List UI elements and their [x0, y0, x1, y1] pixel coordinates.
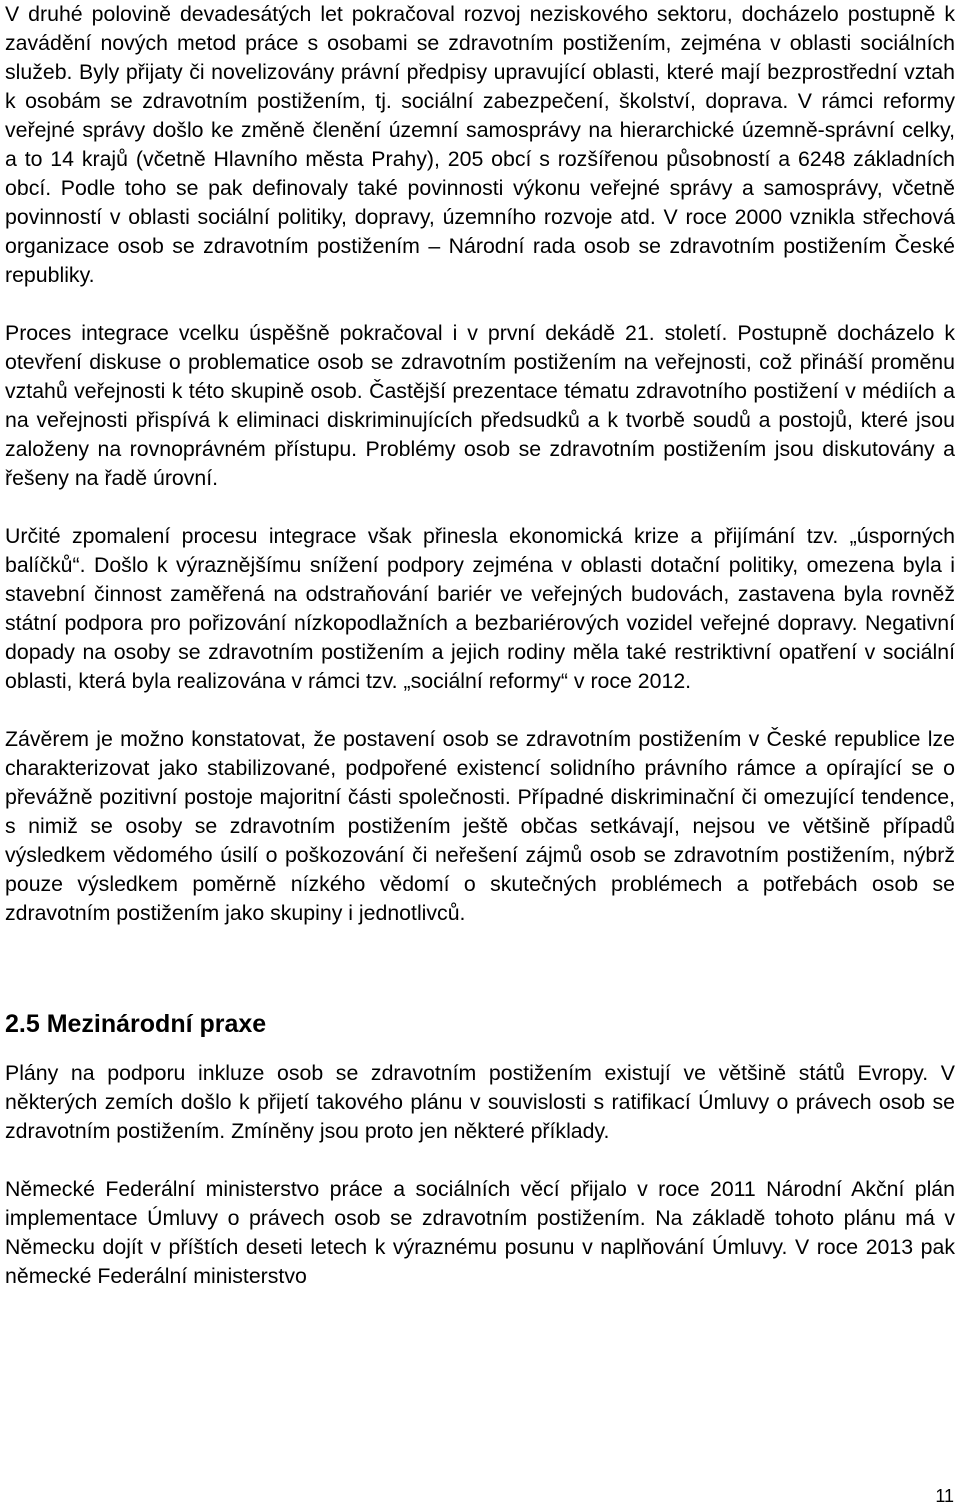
paragraph-europe-plans: Plány na podporu inkluze osob se zdravotním postižením existují ve většině států Evropy. V některých zemích došlo k přijetí takového plánu v souvislosti s ratifikací Úmluvy o právech osob se zdravotním postižením. Zmíněny jsou proto jen některé příklady.	[5, 1061, 955, 1143]
paragraph-first-decade: Proces integrace vcelku úspěšně pokračoval i v první dekádě 21. století. Postupně docházelo k otevření diskuse o problematice osob se zdravotním postižením na veřejnosti, což přináší proměnu vztahů veřejnosti k této skupině osob. Častější prezentace tématu zdravotního postižení v médiích a na veřejnosti přispívá k eliminaci diskriminujících předsudků a k tvorbě soudů a postojů, které jsou založeny na rovnoprávném přístupu. Problémy osob se zdravotním postižením jsou diskutovány a řešeny na řadě úrovní.	[5, 321, 955, 490]
paragraph-economic-crisis: Určité zpomalení procesu integrace však přinesla ekonomická krize a přijímání tzv. „úsporných balíčků“. Došlo k výraznějšímu snížení podpory zejména v oblasti dotační politiky, omezena byla i stavební činnost zaměřená na odstraňování bariér ve veřejných budovách, zastavena byla rovněž státní podpora pro pořizování nízkopodlažních a bezbariérových vozidel veřejné dopravy. Negativní dopady na osoby se zdravotním postižením a jejich rodiny měla také restriktivní opatření v sociální oblasti, která byla realizována v rámci tzv. „sociální reformy“ v roce 2012.	[5, 524, 955, 693]
document-page	[5, 0, 955, 1291]
page-number: 11	[935, 1486, 954, 1506]
paragraph-conclusion: Závěrem je možno konstatovat, že postavení osob se zdravotním postižením v České republice lze charakterizovat jako stabilizované, podpořené existencí solidního právního rámce a opírající se o převážně pozitivní postoje majoritní části společnosti. Případné diskriminační či omezující tendence, s nimiž se osoby se zdravotním postižením ještě občas setkávají, nejsou ve většině případů výsledkem vědomého úsilí o poškozování či neřešení zájmů osob se zdravotním postižením, nýbrž pouze výsledkem poměrně nízkého vědomí o skutečných problémech a potřebách osob se zdravotním postižením jako skupiny i jednotlivců.	[5, 727, 955, 925]
paragraph-germany: Německé Federální ministerstvo práce a sociálních věcí přijalo v roce 2011 Národní Akční plán implementace Úmluvy o právech osob se zdravotním postižením. Na základě tohoto plánu má v Německu dojít v příštích deseti letech k výraznému posunu v naplňování Úmluvy. V roce 2013 pak německé Federální ministerstvo	[5, 1177, 955, 1288]
paragraph-nineties: V druhé polovině devadesátých let pokračoval rozvoj neziskového sektoru, docházelo postupně k zavádění nových metod práce s osobami se zdravotním postižením, zejména v oblasti sociálních služeb. Byly přijaty či novelizovány právní předpisy upravující oblasti, které mají bezprostřední vztah k osobám se zdravotním postižením, tj. sociální zabezpečení, školství, doprava. V rámci reformy veřejné správy došlo ke změně členění územní samosprávy na hierarchické územně-správní celky, a to 14 krajů (včetně Hlavního města Prahy), 205 obcí s rozšířenou působností a 6248 základních obcí. Podle toho se pak definovaly také povinnosti výkonu veřejné správy a samosprávy, včetně povinností v oblasti sociální politiky, dopravy, územního rozvoje atd. V roce 2000 vznikla střechová organizace osob se zdravotním postižením – Národní rada osob se zdravotním postižením České republiky.	[5, 2, 955, 287]
section-heading: 2.5 Mezinárodní praxe	[5, 1010, 267, 1038]
